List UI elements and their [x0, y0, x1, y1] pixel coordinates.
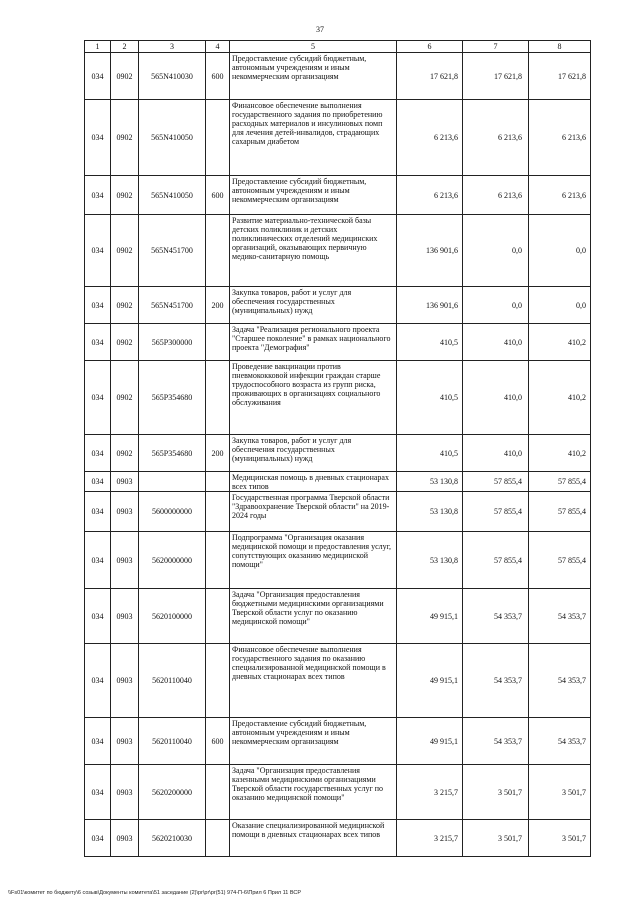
cell-expense-type	[206, 644, 230, 718]
cell-amount-year3: 3 501,7	[529, 820, 591, 857]
cell-description: Финансовое обеспечение выполнения государственного задания по оказанию специализированной медицинской помощи в дневных стационарах всех типов	[230, 644, 397, 718]
table-row	[85, 589, 591, 644]
column-header: 5	[230, 41, 397, 53]
cell-section: 0902	[111, 176, 139, 215]
cell-chapter: 034	[85, 53, 111, 100]
column-header: 4	[206, 41, 230, 53]
cell-amount-year2: 6 213,6	[463, 176, 529, 215]
cell-amount-year1: 410,5	[397, 324, 463, 361]
table-row	[85, 176, 591, 215]
cell-expense-type: 600	[206, 53, 230, 100]
table-header-row	[85, 41, 591, 53]
cell-target-article: 5600000000	[139, 492, 206, 532]
cell-section: 0903	[111, 492, 139, 532]
cell-amount-year3: 17 621,8	[529, 53, 591, 100]
cell-expense-type	[206, 324, 230, 361]
cell-amount-year3: 410,2	[529, 435, 591, 472]
cell-description: Закупка товаров, работ и услуг для обеспечения государственных (муниципальных) нужд	[230, 287, 397, 324]
cell-target-article: 565P300000	[139, 324, 206, 361]
cell-amount-year1: 49 915,1	[397, 644, 463, 718]
cell-description: Проведение вакцинации против пневмококковой инфекции граждан старше трудоспособного возраста из групп риска, проживающих в организациях социального обслуживания	[230, 361, 397, 435]
table-row	[85, 324, 591, 361]
cell-description: Задача "Реализация регионального проекта "Старшее поколение" в рамках национального проекта "Демография"	[230, 324, 397, 361]
cell-section: 0903	[111, 644, 139, 718]
column-header: 1	[85, 41, 111, 53]
table-row	[85, 765, 591, 820]
cell-section: 0902	[111, 100, 139, 176]
cell-chapter: 034	[85, 589, 111, 644]
cell-amount-year1: 53 130,8	[397, 492, 463, 532]
cell-amount-year2: 57 855,4	[463, 472, 529, 492]
cell-chapter: 034	[85, 718, 111, 765]
cell-target-article: 5620110040	[139, 718, 206, 765]
cell-description: Задача "Организация предоставления бюджетными медицинскими организациями Тверской области услуг по оказанию медицинской помощи"	[230, 589, 397, 644]
cell-expense-type	[206, 820, 230, 857]
cell-section: 0902	[111, 215, 139, 287]
cell-description: Оказание специализированной медицинской помощи в дневных стационарах всех типов	[230, 820, 397, 857]
cell-description: Закупка товаров, работ и услуг для обеспечения государственных (муниципальных) нужд	[230, 435, 397, 472]
cell-chapter: 034	[85, 287, 111, 324]
cell-amount-year2: 0,0	[463, 215, 529, 287]
cell-section: 0902	[111, 53, 139, 100]
cell-amount-year3: 6 213,6	[529, 176, 591, 215]
cell-target-article: 5620200000	[139, 765, 206, 820]
cell-section: 0903	[111, 589, 139, 644]
cell-description: Предоставление субсидий бюджетным, автономным учреждениям и иным некоммерческим организациям	[230, 53, 397, 100]
cell-section: 0902	[111, 324, 139, 361]
cell-amount-year3: 6 213,6	[529, 100, 591, 176]
cell-target-article: 565P354680	[139, 361, 206, 435]
cell-target-article: 5620210030	[139, 820, 206, 857]
cell-chapter: 034	[85, 820, 111, 857]
column-header: 7	[463, 41, 529, 53]
cell-amount-year2: 3 501,7	[463, 765, 529, 820]
cell-expense-type	[206, 589, 230, 644]
cell-amount-year2: 17 621,8	[463, 53, 529, 100]
cell-section: 0902	[111, 435, 139, 472]
cell-section: 0903	[111, 820, 139, 857]
cell-target-article: 5620110040	[139, 644, 206, 718]
cell-amount-year3: 3 501,7	[529, 765, 591, 820]
cell-amount-year2: 54 353,7	[463, 718, 529, 765]
cell-amount-year3: 0,0	[529, 287, 591, 324]
cell-amount-year1: 136 901,6	[397, 215, 463, 287]
cell-target-article: 565N410050	[139, 100, 206, 176]
cell-expense-type	[206, 361, 230, 435]
table-row	[85, 215, 591, 287]
cell-chapter: 034	[85, 324, 111, 361]
cell-description: Медицинская помощь в дневных стационарах всех типов	[230, 472, 397, 492]
cell-chapter: 034	[85, 644, 111, 718]
cell-description: Предоставление субсидий бюджетным, автономным учреждениям и иным некоммерческим организациям	[230, 718, 397, 765]
cell-expense-type	[206, 100, 230, 176]
cell-target-article: 565N451700	[139, 287, 206, 324]
cell-target-article	[139, 472, 206, 492]
cell-target-article: 565N451700	[139, 215, 206, 287]
cell-target-article: 565P354680	[139, 435, 206, 472]
cell-amount-year3: 54 353,7	[529, 644, 591, 718]
file-path-footer: \\Fs01\комитет по бюджету\6 созыв\Документы комитета\51 заседание (2)\pr\pr\pr(51) 974-П-6\Прил 6 Прил 11 ВСР	[8, 890, 302, 896]
cell-target-article: 565N410030	[139, 53, 206, 100]
cell-amount-year2: 3 501,7	[463, 820, 529, 857]
cell-expense-type: 200	[206, 435, 230, 472]
cell-expense-type	[206, 492, 230, 532]
table-row	[85, 718, 591, 765]
cell-target-article: 5620100000	[139, 589, 206, 644]
cell-amount-year1: 53 130,8	[397, 472, 463, 492]
column-header: 3	[139, 41, 206, 53]
cell-expense-type	[206, 472, 230, 492]
page-number: 37	[316, 25, 324, 34]
cell-expense-type: 600	[206, 176, 230, 215]
cell-amount-year1: 136 901,6	[397, 287, 463, 324]
cell-amount-year2: 54 353,7	[463, 644, 529, 718]
column-header: 8	[529, 41, 591, 53]
cell-section: 0902	[111, 361, 139, 435]
cell-amount-year3: 410,2	[529, 324, 591, 361]
cell-amount-year2: 0,0	[463, 287, 529, 324]
table-row	[85, 820, 591, 857]
cell-amount-year3: 54 353,7	[529, 718, 591, 765]
cell-chapter: 034	[85, 532, 111, 589]
cell-chapter: 034	[85, 100, 111, 176]
cell-amount-year2: 410,0	[463, 324, 529, 361]
cell-chapter: 034	[85, 435, 111, 472]
cell-section: 0902	[111, 287, 139, 324]
table-row	[85, 361, 591, 435]
cell-amount-year3: 57 855,4	[529, 532, 591, 589]
cell-amount-year3: 57 855,4	[529, 472, 591, 492]
cell-description: Подпрограмма "Организация оказания медицинской помощи и предоставления услуг, сопутствующих оказанию медицинской помощи"	[230, 532, 397, 589]
column-header: 6	[397, 41, 463, 53]
table-row	[85, 53, 591, 100]
cell-section: 0903	[111, 472, 139, 492]
cell-amount-year1: 410,5	[397, 361, 463, 435]
cell-amount-year1: 53 130,8	[397, 532, 463, 589]
table-row	[85, 287, 591, 324]
cell-amount-year1: 49 915,1	[397, 718, 463, 765]
cell-chapter: 034	[85, 215, 111, 287]
table-row	[85, 644, 591, 718]
cell-amount-year1: 6 213,6	[397, 176, 463, 215]
table-row	[85, 492, 591, 532]
cell-amount-year3: 57 855,4	[529, 492, 591, 532]
cell-amount-year2: 6 213,6	[463, 100, 529, 176]
table-row	[85, 435, 591, 472]
cell-expense-type	[206, 765, 230, 820]
cell-expense-type	[206, 215, 230, 287]
cell-amount-year2: 54 353,7	[463, 589, 529, 644]
cell-amount-year1: 6 213,6	[397, 100, 463, 176]
budget-table	[84, 40, 591, 857]
table-row	[85, 532, 591, 589]
cell-description: Задача "Организация предоставления казенными медицинскими организациями Тверской области государственных услуг по оказанию медицинской помощи"	[230, 765, 397, 820]
cell-section: 0903	[111, 532, 139, 589]
cell-description: Предоставление субсидий бюджетным, автономным учреждениям и иным некоммерческим организациям	[230, 176, 397, 215]
cell-chapter: 034	[85, 361, 111, 435]
cell-amount-year1: 17 621,8	[397, 53, 463, 100]
cell-description: Финансовое обеспечение выполнения государственного задания по приобретению расходных материалов и инсулиновых помп для лечения детей-инвалидов, страдающих сахарным диабетом	[230, 100, 397, 176]
cell-description: Государственная программа Тверской области "Здравоохранение Тверской области" на 2019-2024 годы	[230, 492, 397, 532]
cell-chapter: 034	[85, 176, 111, 215]
cell-target-article: 565N410050	[139, 176, 206, 215]
cell-description: Развитие материально-технической базы детских поликлиник и детских поликлинических отделений медицинских организаций, оказывающих первичную медико-санитарную помощь	[230, 215, 397, 287]
cell-amount-year1: 410,5	[397, 435, 463, 472]
column-header: 2	[111, 41, 139, 53]
cell-expense-type	[206, 532, 230, 589]
cell-amount-year1: 3 215,7	[397, 820, 463, 857]
table-row	[85, 472, 591, 492]
cell-section: 0903	[111, 765, 139, 820]
cell-amount-year2: 57 855,4	[463, 532, 529, 589]
cell-chapter: 034	[85, 492, 111, 532]
cell-amount-year1: 3 215,7	[397, 765, 463, 820]
cell-section: 0903	[111, 718, 139, 765]
cell-amount-year1: 49 915,1	[397, 589, 463, 644]
cell-amount-year3: 410,2	[529, 361, 591, 435]
cell-amount-year2: 410,0	[463, 435, 529, 472]
cell-amount-year3: 54 353,7	[529, 589, 591, 644]
cell-chapter: 034	[85, 765, 111, 820]
cell-amount-year2: 410,0	[463, 361, 529, 435]
cell-expense-type: 600	[206, 718, 230, 765]
cell-amount-year2: 57 855,4	[463, 492, 529, 532]
cell-expense-type: 200	[206, 287, 230, 324]
table-row	[85, 100, 591, 176]
cell-chapter: 034	[85, 472, 111, 492]
cell-amount-year3: 0,0	[529, 215, 591, 287]
cell-target-article: 5620000000	[139, 532, 206, 589]
